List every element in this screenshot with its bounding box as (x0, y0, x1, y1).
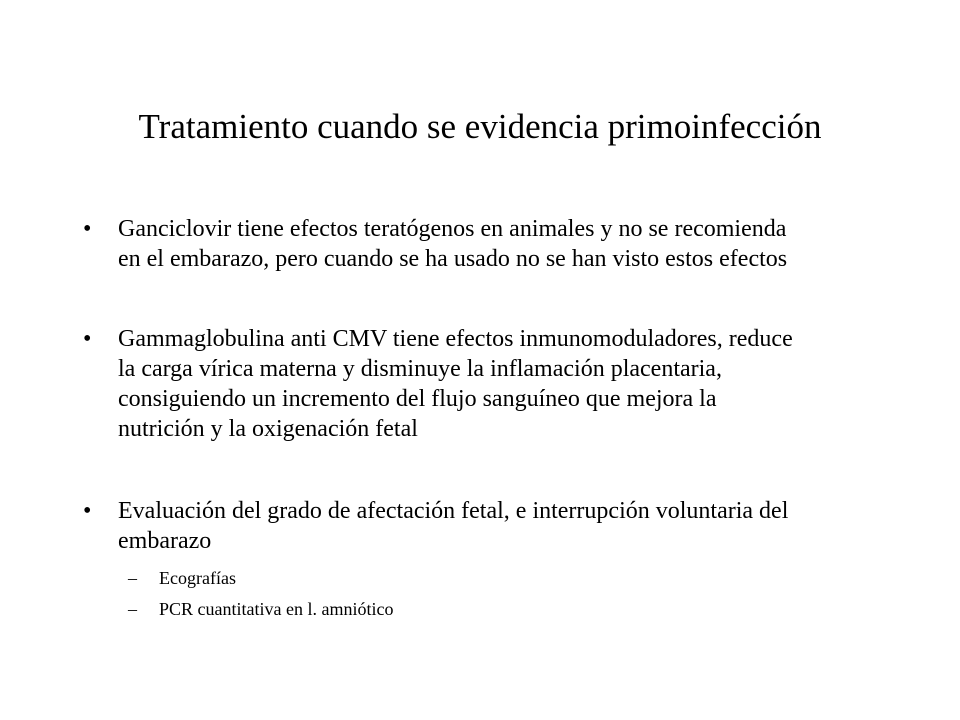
sub-bullet-text: Ecografías (159, 568, 236, 588)
bullet-line: la carga vírica materna y disminuye la inflamación placentaria, (118, 356, 722, 382)
bullet-line: Gammaglobulina anti CMV tiene efectos inmunomoduladores, reduce (118, 326, 793, 352)
bullet-text (118, 214, 888, 274)
sub-bullet-marker: – (128, 568, 137, 588)
bullet-marker: • (83, 326, 92, 352)
bullet-line: en el embarazo, pero cuando se ha usado no se han visto estos efectos (118, 246, 788, 272)
bullet-line: Ganciclovir tiene efectos teratógenos en animales y no se recomienda (118, 216, 787, 242)
bullet-text (118, 324, 888, 444)
bullet-marker: • (83, 216, 92, 242)
bullet-marker: • (83, 498, 92, 524)
bullet-line: consiguiendo un incremento del flujo sanguíneo que mejora la (118, 386, 717, 412)
sub-bullet-text: PCR cuantitativa en l. amniótico (159, 599, 394, 619)
slide-title: Tratamiento cuando se evidencia primoinfección (138, 107, 822, 146)
bullet-line: embarazo (118, 528, 212, 554)
bullet-line: nutrición y la oxigenación fetal (118, 416, 418, 442)
bullet-text (118, 496, 888, 556)
sub-bullet-marker: – (128, 599, 137, 619)
bullet-line: Evaluación del grado de afectación fetal, e interrupción voluntaria del (118, 498, 789, 524)
